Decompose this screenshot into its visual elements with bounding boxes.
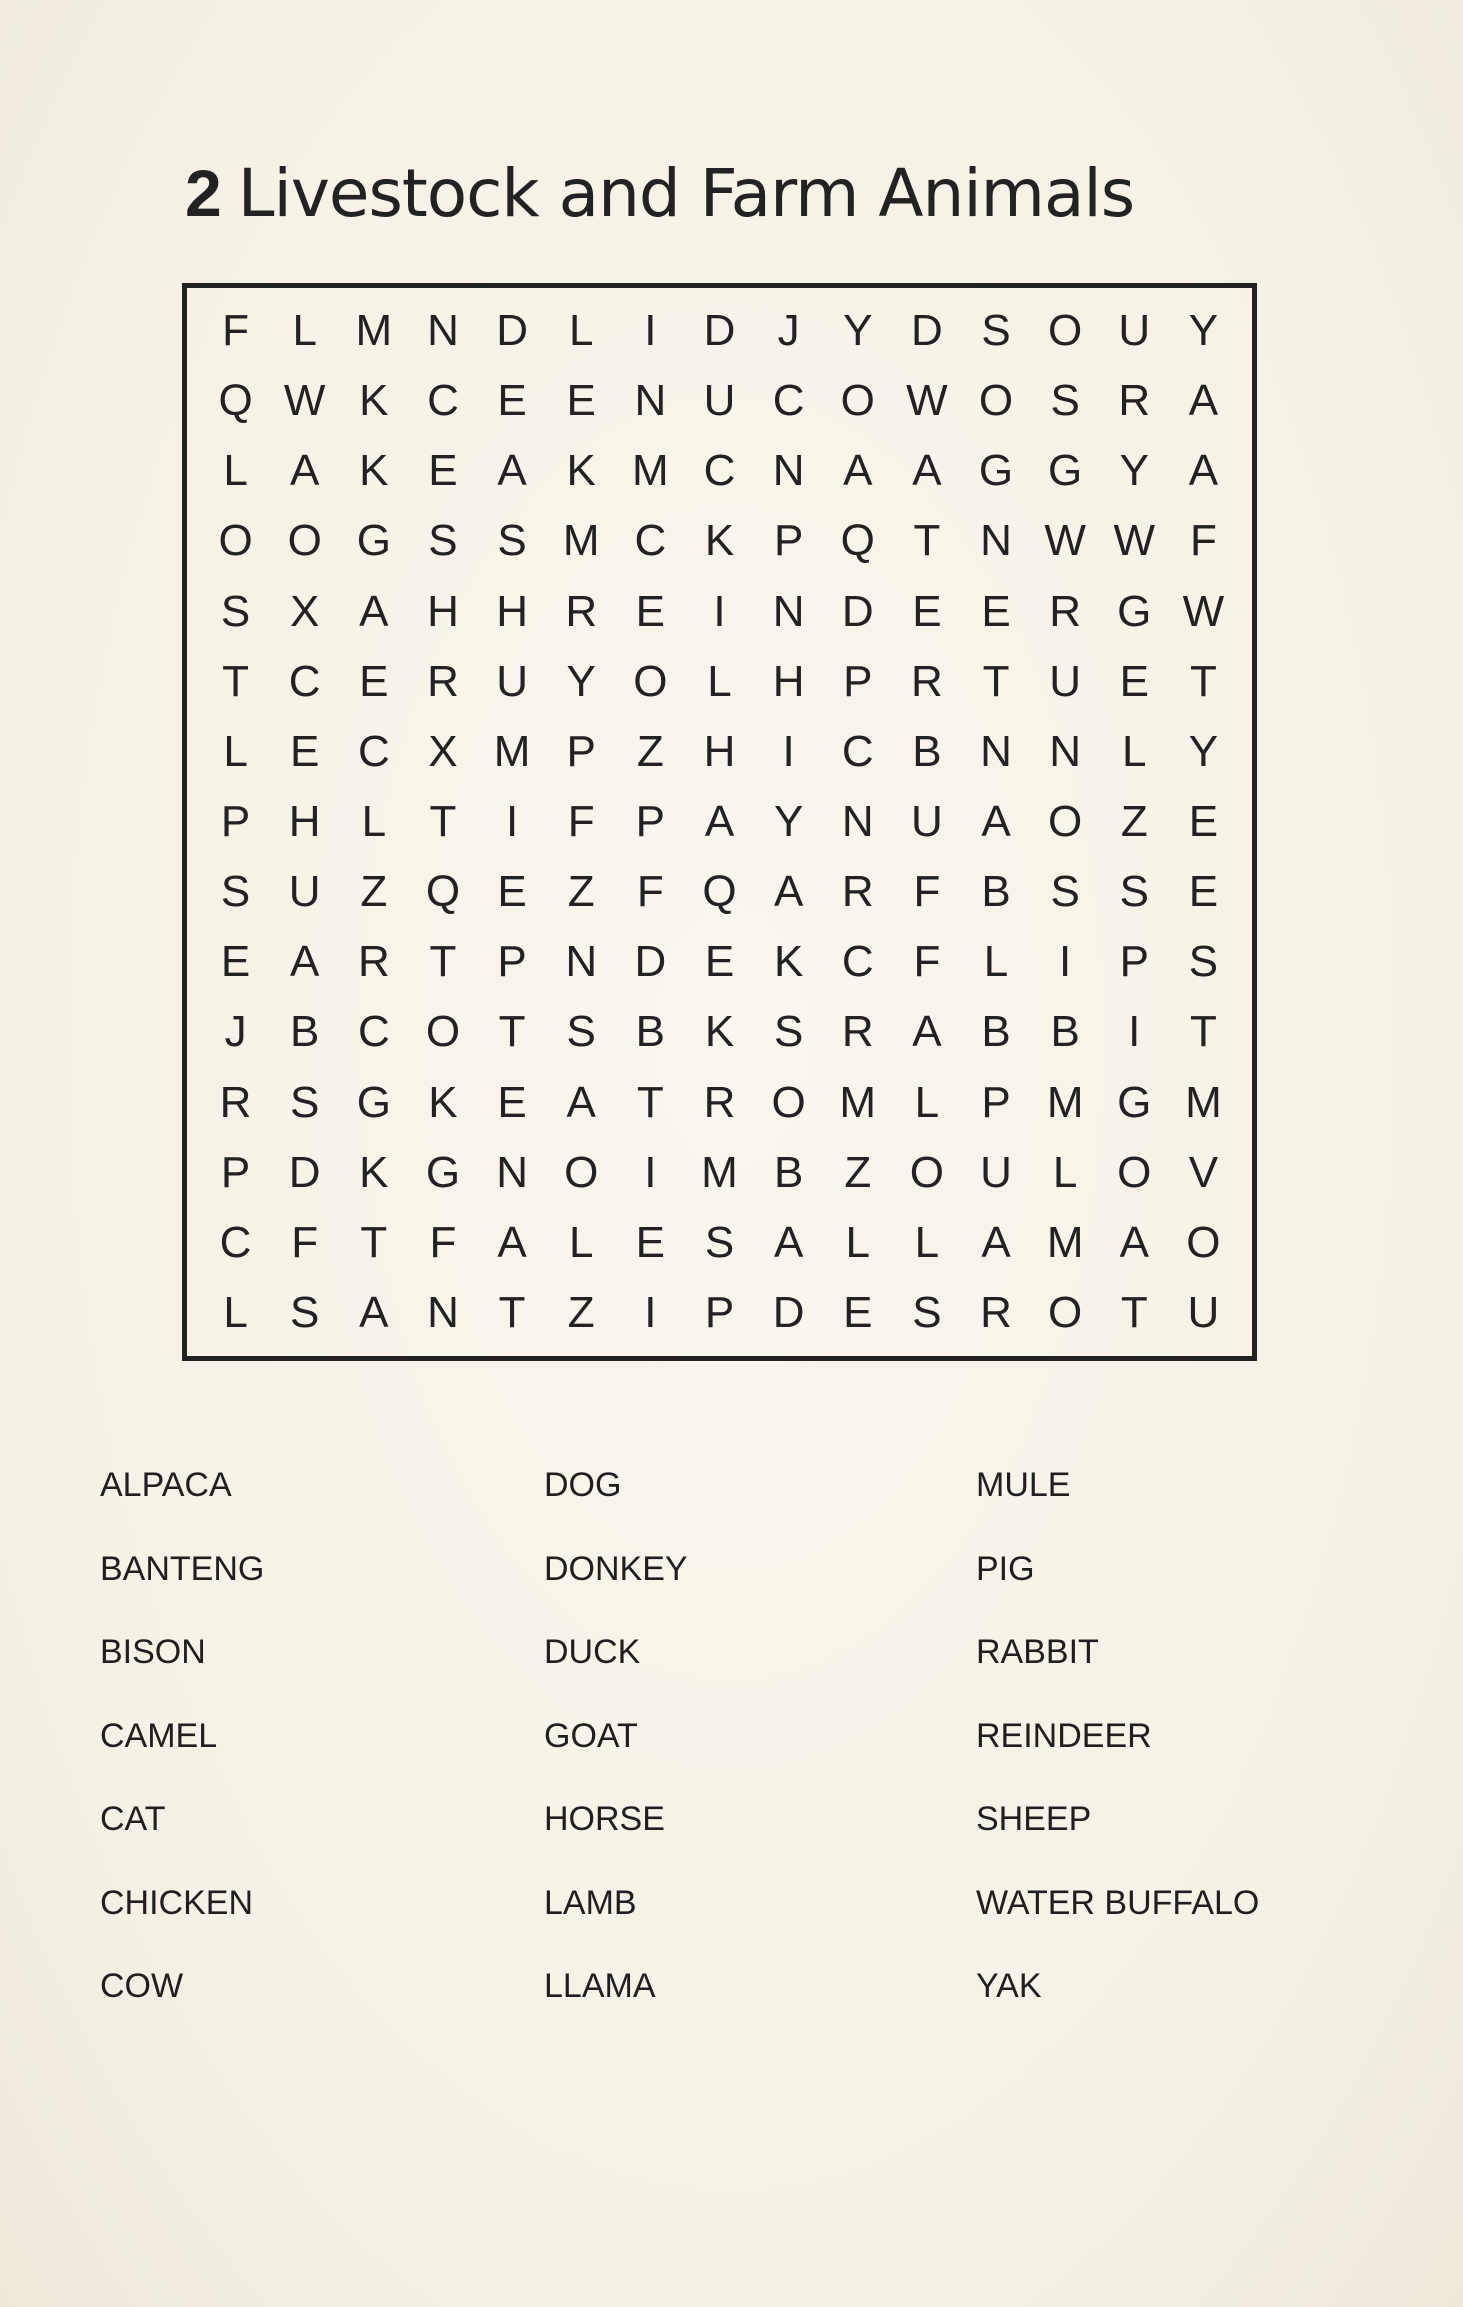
grid-cell[interactable]: O — [425, 1007, 461, 1057]
grid-cell[interactable]: P — [220, 1147, 251, 1197]
grid-cell[interactable]: U — [1049, 656, 1082, 706]
grid-cell[interactable]: R — [427, 656, 459, 706]
grid-cell[interactable]: L — [914, 1077, 940, 1127]
grid-cell[interactable]: A — [1119, 1217, 1149, 1267]
grid-cell[interactable]: C — [841, 726, 874, 776]
grid-cell[interactable]: W — [1113, 516, 1156, 566]
grid-cell[interactable]: L — [361, 796, 387, 846]
grid-cell[interactable]: L — [292, 306, 317, 356]
grid-cell[interactable]: U — [1187, 1287, 1220, 1337]
grid-cell[interactable]: G — [425, 1147, 461, 1197]
grid-cell[interactable]: M — [562, 516, 600, 566]
grid-cell[interactable]: E — [635, 1217, 666, 1267]
grid-cell[interactable]: E — [843, 1287, 873, 1337]
grid-cell[interactable]: A — [1188, 446, 1219, 496]
grid-cell[interactable]: T — [1189, 656, 1217, 706]
grid-cell[interactable]: C — [427, 376, 459, 426]
grid-cell[interactable]: N — [772, 586, 805, 636]
puzzle-title-text: Livestock and Farm Animals — [237, 155, 1135, 232]
grid-cell[interactable]: K — [428, 1077, 458, 1127]
grid-cell[interactable]: P — [497, 937, 527, 987]
grid-cell[interactable]: E — [566, 376, 596, 426]
grid-cell[interactable]: E — [220, 937, 251, 987]
grid-cell[interactable]: R — [565, 586, 598, 636]
grid-cell[interactable]: O — [909, 1147, 944, 1197]
grid-cell[interactable]: N — [772, 446, 805, 496]
grid-cell[interactable]: U — [496, 656, 528, 706]
grid-cell[interactable]: L — [223, 446, 248, 496]
grid-cell[interactable]: M — [1046, 1077, 1084, 1127]
grid-cell[interactable]: J — [777, 306, 800, 356]
grid-cell[interactable]: I — [1128, 1007, 1141, 1057]
grid-cell[interactable]: H — [427, 586, 459, 636]
grid-cell[interactable]: N — [496, 1147, 528, 1197]
grid-cell[interactable]: S — [1119, 867, 1149, 917]
grid-cell[interactable]: F — [1189, 516, 1217, 566]
grid-cell[interactable]: S — [290, 1287, 320, 1337]
grid-cell[interactable]: K — [359, 376, 389, 426]
grid-cell[interactable]: R — [980, 1287, 1012, 1337]
grid-cell[interactable]: I — [644, 1287, 657, 1337]
grid-cell[interactable]: R — [357, 937, 390, 987]
word-list-item: REINDEER — [976, 1716, 1152, 1755]
grid-cell[interactable]: F — [913, 867, 941, 917]
grid-cell[interactable]: S — [1050, 376, 1080, 426]
grid-cell[interactable]: H — [772, 656, 805, 706]
grid-cell[interactable]: B — [912, 726, 942, 776]
grid-cell[interactable]: T — [1189, 1007, 1217, 1057]
grid-cell[interactable]: N — [841, 796, 874, 846]
grid-cell[interactable]: O — [633, 656, 668, 706]
grid-cell[interactable]: G — [356, 516, 391, 566]
grid-cell[interactable]: S — [981, 306, 1011, 356]
grid-cell[interactable]: N — [565, 937, 598, 987]
grid-cell[interactable]: I — [713, 586, 726, 636]
grid-cell[interactable]: K — [359, 446, 389, 496]
grid-cell[interactable]: S — [566, 1007, 596, 1057]
grid-cell[interactable]: L — [568, 306, 594, 356]
grid-cell[interactable]: O — [1048, 1287, 1083, 1337]
grid-cell[interactable]: A — [290, 937, 320, 987]
grid-cell[interactable]: K — [773, 937, 804, 987]
word-list-item: DOG — [544, 1466, 622, 1504]
grid-cell[interactable]: F — [429, 1217, 457, 1267]
grid-cell[interactable]: C — [634, 516, 667, 566]
grid-cell[interactable]: O — [287, 516, 322, 566]
grid-cell[interactable]: P — [1119, 937, 1149, 987]
grid-cell[interactable]: W — [283, 376, 326, 426]
grid-cell[interactable]: S — [704, 1217, 735, 1267]
grid-cell[interactable]: W — [1182, 586, 1225, 636]
grid-cell[interactable]: R — [911, 656, 943, 706]
puzzle-number: 2 — [185, 156, 222, 230]
grid-cell[interactable]: O — [1186, 1217, 1221, 1267]
grid-cell[interactable]: O — [1048, 306, 1083, 356]
grid-cell[interactable]: O — [1117, 1147, 1152, 1197]
grid-cell[interactable]: L — [707, 656, 732, 706]
grid-cell[interactable]: R — [703, 1077, 736, 1127]
word-list-item: BISON — [100, 1633, 206, 1671]
grid-cell[interactable]: Z — [567, 867, 595, 917]
word-list-item: DONKEY — [544, 1549, 688, 1588]
grid-cell[interactable]: C — [219, 1217, 252, 1267]
word-list-item: RABBIT — [976, 1633, 1099, 1671]
grid-cell[interactable]: S — [220, 586, 251, 636]
grid-cell[interactable]: D — [911, 306, 943, 356]
grid-cell[interactable]: W — [906, 376, 948, 426]
grid-cell[interactable]: B — [981, 867, 1011, 917]
grid-cell[interactable]: E — [497, 867, 527, 917]
word-list-item: CAT — [100, 1800, 166, 1838]
grid-cell[interactable]: X — [290, 586, 320, 636]
grid-cell[interactable]: E — [428, 446, 458, 496]
grid-cell[interactable]: E — [497, 1077, 527, 1127]
grid-cell[interactable]: T — [429, 937, 457, 987]
grid-cell[interactable]: G — [1048, 446, 1083, 496]
grid-cell[interactable]: N — [980, 726, 1012, 776]
grid-cell[interactable]: P — [981, 1077, 1011, 1127]
grid-cell[interactable]: K — [704, 1007, 735, 1057]
grid-cell[interactable]: E — [290, 726, 320, 776]
grid-cell[interactable]: M — [839, 1077, 877, 1127]
grid-cell[interactable]: I — [1059, 937, 1072, 987]
grid-cell[interactable]: K — [359, 1147, 389, 1197]
word-list-item: DUCK — [544, 1633, 641, 1671]
grid-cell[interactable]: N — [1049, 726, 1082, 776]
grid-cell[interactable]: L — [983, 937, 1009, 987]
word-list-item: COW — [100, 1967, 184, 2005]
grid-cell[interactable]: L — [1052, 1147, 1078, 1197]
grid-cell[interactable]: T — [982, 656, 1010, 706]
grid-cell[interactable]: W — [1044, 516, 1086, 566]
word-list-item: CAMEL — [100, 1716, 218, 1755]
word-list-item: ALPACA — [100, 1466, 232, 1504]
word-list-column-2 — [544, 1455, 688, 2040]
grid-cell[interactable]: C — [703, 446, 736, 496]
grid-cell[interactable]: Y — [773, 796, 804, 846]
grid-cell[interactable]: D — [703, 306, 736, 356]
grid-cell[interactable]: K — [704, 516, 735, 566]
word-list-item: LLAMA — [544, 1967, 656, 2005]
grid-cell[interactable]: A — [981, 1217, 1011, 1267]
grid-cell[interactable]: A — [912, 1007, 942, 1057]
grid-cell[interactable]: Z — [636, 726, 664, 776]
word-list-item: MULE — [976, 1466, 1071, 1504]
grid-cell[interactable]: A — [359, 1287, 389, 1337]
grid-cell[interactable]: L — [568, 1217, 594, 1267]
grid-cell[interactable]: S — [290, 1077, 320, 1127]
grid-cell[interactable]: O — [840, 376, 875, 426]
grid-cell[interactable]: B — [1050, 1007, 1080, 1057]
grid-cell[interactable]: P — [635, 796, 666, 846]
grid-cell[interactable]: Z — [1120, 796, 1148, 846]
grid-cell[interactable]: G — [978, 446, 1014, 496]
grid-cell[interactable]: A — [843, 446, 873, 496]
word-list-column-3 — [976, 1455, 1259, 2040]
grid-cell[interactable]: T — [222, 656, 249, 706]
grid-cell[interactable]: T — [913, 516, 941, 566]
grid-cell[interactable]: C — [772, 376, 805, 426]
grid-cell[interactable]: S — [1050, 867, 1080, 917]
grid-cell[interactable]: P — [704, 1287, 735, 1337]
grid-cell[interactable]: L — [914, 1217, 940, 1267]
word-list-item: YAK — [976, 1967, 1042, 2005]
grid-cell[interactable]: F — [636, 867, 664, 917]
grid-cell[interactable]: N — [427, 306, 459, 356]
grid-cell[interactable]: H — [496, 586, 528, 636]
grid-cell[interactable]: E — [1188, 867, 1219, 917]
word-list-item: HORSE — [544, 1800, 665, 1838]
grid-cell[interactable]: E — [1119, 656, 1149, 706]
grid-cell[interactable]: C — [841, 937, 874, 987]
grid-cell[interactable]: C — [357, 726, 390, 776]
grid-cell[interactable]: D — [496, 306, 528, 356]
grid-cell[interactable]: P — [843, 656, 873, 706]
grid-cell[interactable]: L — [845, 1217, 870, 1267]
grid-cell[interactable]: H — [703, 726, 736, 776]
grid-cell[interactable]: E — [981, 586, 1011, 636]
grid-cell[interactable]: G — [1117, 586, 1152, 636]
grid-cell[interactable]: A — [704, 796, 735, 846]
grid-cell[interactable]: N — [634, 376, 667, 426]
grid-cell[interactable]: D — [634, 937, 667, 987]
grid-cell[interactable]: T — [636, 1077, 664, 1127]
word-list-item: SHEEP — [976, 1800, 1092, 1838]
grid-cell[interactable]: U — [911, 796, 943, 846]
grid-cell[interactable]: P — [566, 726, 596, 776]
grid-cell[interactable]: I — [782, 726, 795, 776]
puzzle-title — [185, 155, 1135, 232]
grid-cell[interactable]: A — [497, 446, 527, 496]
grid-cell[interactable]: Y — [1119, 446, 1149, 496]
word-list-item: BANTENG — [100, 1549, 265, 1588]
grid-cell[interactable]: A — [566, 1077, 596, 1127]
word-list-item: CHICKEN — [100, 1883, 254, 1922]
grid-cell[interactable]: Q — [425, 867, 461, 917]
grid-cell[interactable]: O — [1048, 796, 1083, 846]
grid-cell[interactable]: M — [493, 726, 531, 776]
word-list-item: GOAT — [544, 1716, 638, 1755]
grid-cell[interactable]: A — [290, 446, 320, 496]
grid-cell[interactable]: E — [912, 586, 942, 636]
grid-cell[interactable]: B — [981, 1007, 1011, 1057]
grid-cell[interactable]: D — [841, 586, 874, 636]
grid-cell[interactable]: U — [980, 1147, 1012, 1197]
grid-cell[interactable]: L — [223, 1287, 248, 1337]
grid-cell[interactable]: R — [1049, 586, 1082, 636]
grid-cell[interactable]: U — [1118, 306, 1151, 356]
grid-cell[interactable]: V — [1188, 1147, 1219, 1197]
grid-cell[interactable]: Q — [218, 376, 253, 426]
grid-cell[interactable]: M — [1046, 1217, 1084, 1267]
grid-cell[interactable]: Q — [840, 516, 875, 566]
grid-cell[interactable]: S — [912, 1287, 942, 1337]
grid-cell[interactable]: G — [1117, 1077, 1152, 1127]
grid-cell[interactable]: R — [841, 867, 874, 917]
grid-cell[interactable]: C — [288, 656, 321, 706]
grid-cell[interactable]: U — [288, 867, 321, 917]
grid-cell[interactable]: Y — [1188, 726, 1219, 776]
grid-cell[interactable]: B — [635, 1007, 666, 1057]
grid-cell[interactable]: F — [291, 1217, 319, 1267]
grid-cell[interactable]: O — [978, 376, 1014, 426]
grid-cell[interactable]: A — [497, 1217, 527, 1267]
grid-cell[interactable]: S — [220, 867, 251, 917]
grid-cell[interactable]: F — [913, 937, 941, 987]
grid-cell[interactable]: A — [1188, 376, 1219, 426]
grid-cell[interactable]: E — [704, 937, 735, 987]
grid-cell[interactable]: D — [772, 1287, 805, 1337]
grid-cell[interactable]: Z — [360, 867, 388, 917]
grid-cell[interactable]: B — [773, 1147, 804, 1197]
grid-cell[interactable]: R — [1118, 376, 1151, 426]
grid-cell[interactable]: L — [1122, 726, 1147, 776]
letter-grid — [182, 283, 1257, 1361]
grid-cell[interactable]: Z — [844, 1147, 872, 1197]
grid-cell[interactable]: O — [771, 1077, 806, 1127]
grid-cell[interactable]: Y — [566, 656, 596, 706]
grid-cell[interactable]: R — [841, 1007, 874, 1057]
grid-cell[interactable]: A — [359, 586, 389, 636]
grid-cell[interactable]: I — [644, 306, 657, 356]
grid-cell[interactable]: M — [701, 1147, 738, 1197]
grid-cell[interactable]: Y — [843, 306, 873, 356]
grid-cell[interactable]: E — [1188, 796, 1219, 846]
grid-cell[interactable]: H — [288, 796, 321, 846]
grid-cell[interactable]: N — [427, 1287, 459, 1337]
grid-cell[interactable]: C — [357, 1007, 390, 1057]
grid-cell[interactable]: M — [355, 306, 393, 356]
grid-cell[interactable]: I — [644, 1147, 657, 1197]
grid-cell[interactable]: S — [1188, 937, 1219, 987]
grid-cell[interactable]: G — [356, 1077, 391, 1127]
grid-cell[interactable]: M — [1185, 1077, 1222, 1127]
grid-cell[interactable]: A — [773, 867, 804, 917]
grid-cell[interactable]: E — [497, 376, 527, 426]
grid-cell[interactable]: U — [703, 376, 736, 426]
grid-cell[interactable]: A — [912, 446, 942, 496]
grid-cell[interactable]: B — [290, 1007, 320, 1057]
grid-cell[interactable]: P — [773, 516, 804, 566]
grid-cell[interactable]: Z — [567, 1287, 595, 1337]
grid-cell[interactable]: T — [498, 1287, 526, 1337]
grid-cell[interactable]: I — [505, 796, 519, 846]
grid-cell[interactable]: L — [223, 726, 248, 776]
grid-cell[interactable]: X — [428, 726, 458, 776]
grid-cell[interactable]: S — [497, 516, 527, 566]
grid-cell[interactable]: O — [564, 1147, 599, 1197]
grid-cell[interactable]: J — [224, 1007, 247, 1057]
word-list-item: LAMB — [544, 1883, 637, 1922]
grid-cell[interactable]: T — [1120, 1287, 1148, 1337]
word-list — [100, 1455, 1340, 2055]
grid-cell[interactable]: R — [219, 1077, 252, 1127]
grid-cell[interactable]: O — [218, 516, 253, 566]
word-list-column-1 — [100, 1455, 264, 2040]
grid-cell[interactable]: S — [428, 516, 458, 566]
grid-cell[interactable]: T — [498, 1007, 526, 1057]
grid-cell[interactable]: D — [288, 1147, 321, 1197]
grid-cell[interactable]: T — [360, 1217, 388, 1267]
grid-cell[interactable]: N — [980, 516, 1012, 566]
word-list-item: WATER BUFFALO — [976, 1883, 1260, 1922]
word-list-item: PIG — [976, 1549, 1035, 1588]
grid-cell[interactable]: P — [220, 796, 251, 846]
grid-cell[interactable]: A — [981, 796, 1011, 846]
grid-cell[interactable]: M — [632, 446, 669, 496]
grid-cell[interactable]: Y — [1188, 306, 1219, 356]
grid-cell[interactable]: S — [773, 1007, 804, 1057]
grid-cell[interactable]: F — [222, 306, 249, 356]
grid-cell[interactable]: A — [773, 1217, 804, 1267]
grid-cell[interactable]: Q — [702, 867, 737, 917]
grid-cell[interactable]: T — [429, 796, 457, 846]
grid-cell[interactable]: K — [566, 446, 596, 496]
grid-cell[interactable]: F — [567, 796, 595, 846]
grid-cell[interactable]: E — [359, 656, 389, 706]
grid-cell[interactable]: E — [635, 586, 666, 636]
